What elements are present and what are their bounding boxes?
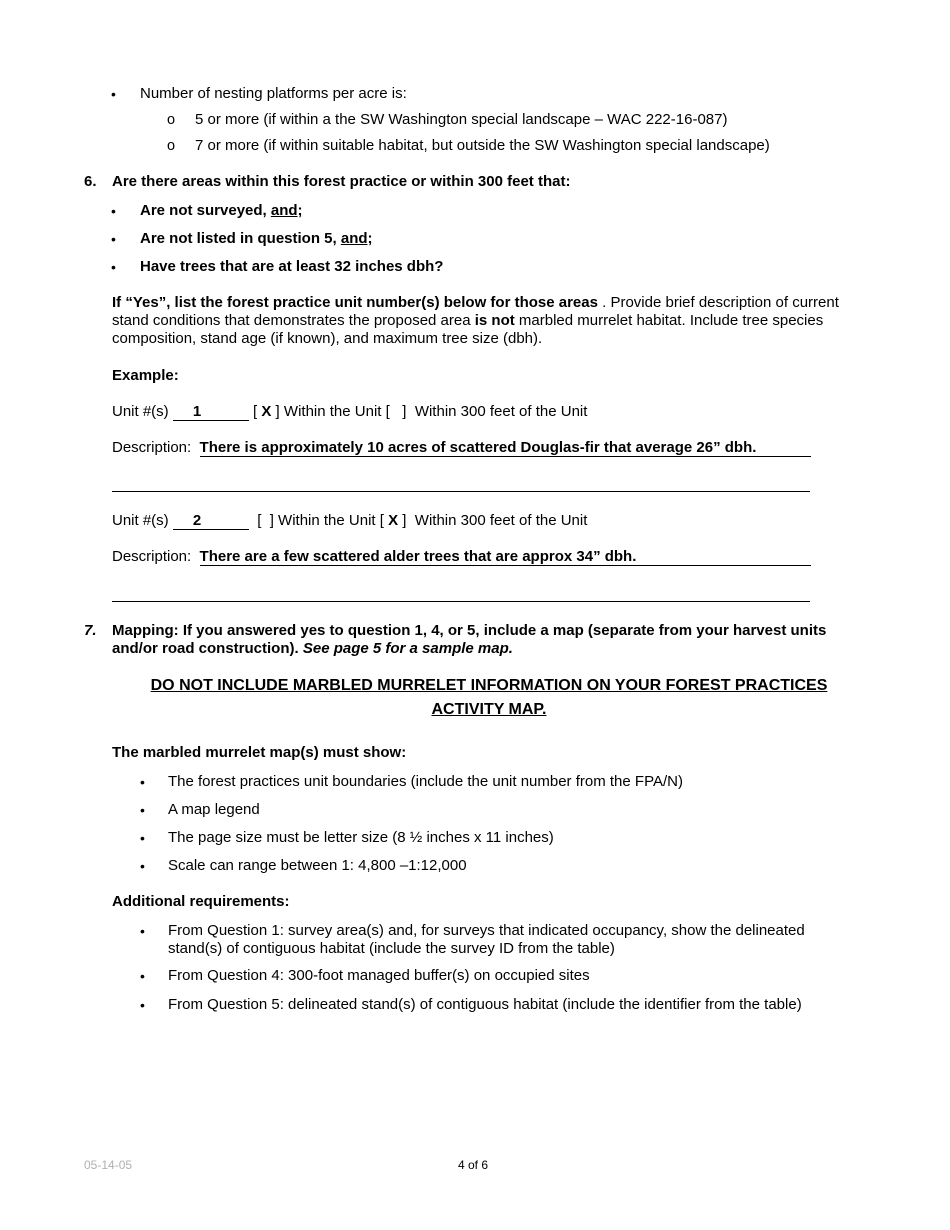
within-unit-checkbox[interactable] xyxy=(266,512,270,529)
q6-number: 6. xyxy=(84,173,97,190)
map-warning-heading: DO NOT INCLUDE MARBLED MURRELET INFORMATION ON YOUR FOREST PRACTICES ACTIVITY MAP. xyxy=(150,677,828,718)
description-blank-line[interactable] xyxy=(112,601,810,602)
bullet-icon: • xyxy=(111,231,116,247)
q6-bullet: Are not surveyed, and; xyxy=(140,202,303,219)
q7-line1: Mapping: If you answered yes to question 1, 4, or 5, include a map (separate from your harvest units xyxy=(112,622,827,639)
unit-number-field[interactable]: 2 xyxy=(173,512,249,530)
unit-row: Unit #(s) 1 [ X ] Within the Unit [ ] Within 300 feet of the Unit xyxy=(112,403,588,420)
description-row: Description: There is approximately 10 acres of scattered Douglas-fir that average 26” dbh. xyxy=(112,439,811,457)
bullet-icon: • xyxy=(140,968,145,984)
q6-instruction-line2: stand conditions that demonstrates the proposed area is not marbled murrelet habitat. Include tree species xyxy=(112,312,824,329)
q7-number: 7. xyxy=(84,622,97,639)
intro-sub-item: 5 or more (if within a the SW Washington special landscape – WAC 222-16-087) xyxy=(195,111,728,128)
intro-sub-item: 7 or more (if within suitable habitat, but outside the SW Washington special landscape) xyxy=(195,137,770,154)
description-field[interactable]: There are a few scattered alder trees that are approx 34” dbh. xyxy=(200,548,811,566)
circle-bullet-icon: o xyxy=(167,138,176,154)
bullet-icon: • xyxy=(111,203,116,219)
bullet-icon: • xyxy=(140,774,145,790)
q6-question: Are there areas within this forest practice or within 300 feet that: xyxy=(112,173,571,190)
additional-requirements-label: Additional requirements: xyxy=(112,893,290,910)
q7-line2: and/or road construction). See page 5 for a sample map. xyxy=(112,640,513,657)
additional-item: From Question 5: delineated stand(s) of contiguous habitat (include the identifier from the table) xyxy=(168,996,802,1013)
intro-bullet-text: Number of nesting platforms per acre is: xyxy=(140,85,407,102)
within-300-checkbox[interactable] xyxy=(394,403,398,420)
bullet-icon: • xyxy=(111,86,116,102)
description-row: Description: There are a few scattered alder trees that are approx 34” dbh. xyxy=(112,548,811,566)
additional-item: From Question 1: survey area(s) and, for surveys that indicated occupancy, show the delineated xyxy=(168,922,805,939)
bullet-icon: • xyxy=(140,858,145,874)
map-item: A map legend xyxy=(168,801,260,818)
bullet-icon: • xyxy=(140,830,145,846)
bullet-icon: • xyxy=(140,997,145,1013)
within-unit-checkbox[interactable]: X xyxy=(261,403,272,420)
q6-instruction-line1: If “Yes”, list the forest practice unit number(s) below for those areas . Provide brief description of current xyxy=(112,294,839,311)
additional-item: From Question 4: 300-foot managed buffer(s) on occupied sites xyxy=(168,967,590,984)
additional-item-cont: stand(s) of contiguous habitat (include the survey ID from the table) xyxy=(168,940,615,957)
q6-bullet: Are not listed in question 5, and; xyxy=(140,230,373,247)
within-300-checkbox[interactable]: X xyxy=(388,512,399,529)
q6-instruction-line3: composition, stand age (if known), and maximum tree size (dbh). xyxy=(112,330,543,347)
map-item: The page size must be letter size (8 ½ inches x 11 inches) xyxy=(168,829,554,846)
bullet-icon: • xyxy=(140,802,145,818)
description-blank-line[interactable] xyxy=(112,491,810,492)
map-item: The forest practices unit boundaries (include the unit number from the FPA/N) xyxy=(168,773,683,790)
map-must-show-label: The marbled murrelet map(s) must show: xyxy=(112,744,407,761)
unit-number-field[interactable]: 1 xyxy=(173,403,249,421)
circle-bullet-icon: o xyxy=(167,112,176,128)
unit-row: Unit #(s) 2 [ ] Within the Unit [ X ] Within 300 feet of the Unit xyxy=(112,512,588,529)
bullet-icon: • xyxy=(140,923,145,939)
map-item: Scale can range between 1: 4,800 –1:12,000 xyxy=(168,857,467,874)
example-label: Example: xyxy=(112,367,179,384)
description-field[interactable]: There is approximately 10 acres of scattered Douglas-fir that average 26” dbh. xyxy=(200,439,811,457)
page-number: 4 of 6 xyxy=(458,1158,489,1172)
q6-bullet: Have trees that are at least 32 inches dbh? xyxy=(140,258,444,275)
bullet-icon: • xyxy=(111,259,116,275)
footer-date: 05-14-05 xyxy=(84,1158,133,1172)
